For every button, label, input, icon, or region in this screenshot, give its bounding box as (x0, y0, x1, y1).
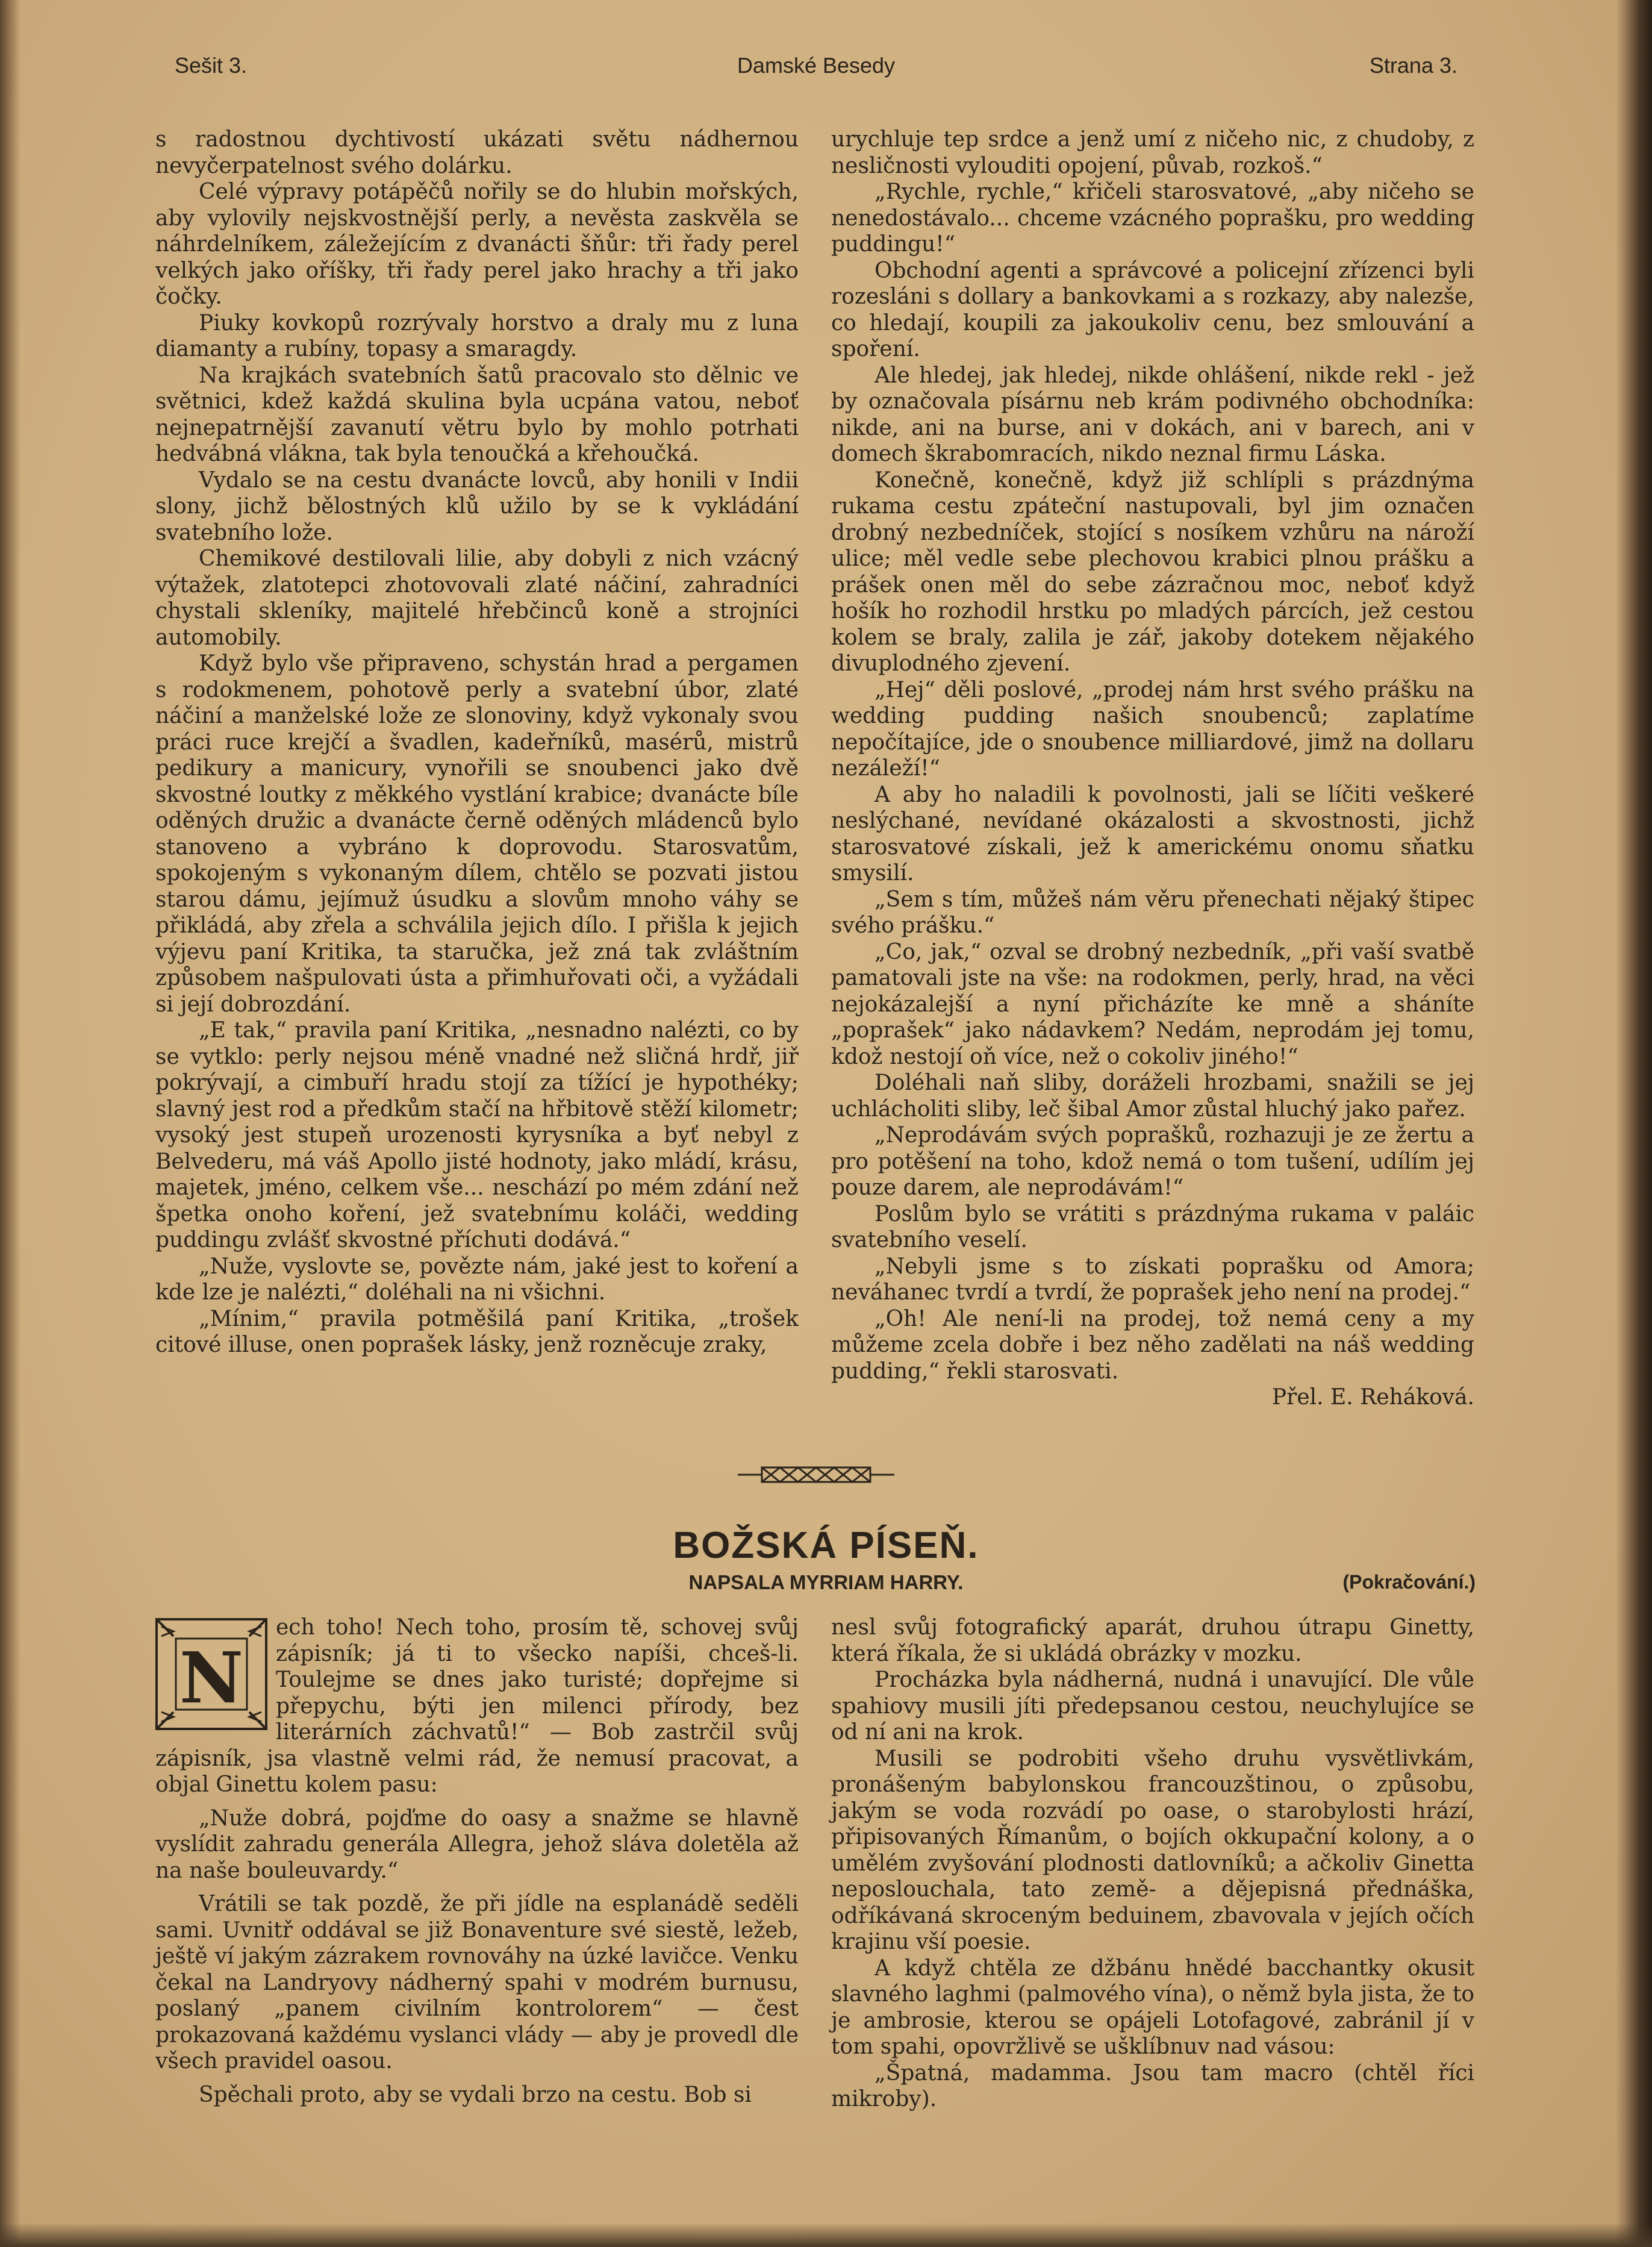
paragraph: Piuky kovkopů rozrývaly horstvo a draly mu z luna diamanty a rubíny, topasy a smaragdy. (155, 310, 799, 361)
paragraph: Chemikové destilovali lilie, aby dobyli z nich vzácný výtažek, zlatotepci zhotovovali zlaté náčiní, zahradníci chystali skleníky, majitelé hřebčinců koně a strojníci automobily. (155, 546, 799, 650)
paragraph: „Špatná, madamma. Jsou tam macro (chtěl říci mikroby). (831, 2060, 1474, 2111)
paragraph: „E tak,“ pravila paní Kritika, „nesnadno nalézti, co by se vytklo: perly nejsou méně vnadné než sličná hrdř, jiř pokrývají, a cimbuří hradu stojí za tížící je hypothéky; slavný jest rod a předkům stačí na hřbitově stěží kilometr; vysoký jest stupeň urozenosti kyrysníka a byť nebyl z Belvederu, má váš Apollo jisté hodnoty, jako mládí, krásu, majetek, jméno, celkem vše... neschází po mém zdání než špetka onoho koření, jež svatebnímu koláči, wedding puddingu zvlášť skvostné příchuti dodává.“ (155, 1018, 799, 1252)
paragraph: Vrátili se tak pozdě, že při jídle na esplanádě seděli sami. Uvnitř oddával se již Bonaventure své siestě, ležeb, ještě ví jakým zázrakem rovnováhy na úzké lavičce. Venku čekal na Landryovy nádherný spahi v modrém burnusu, poslaný „panem civilním kontrolorem“ — čest prokazovaná každému vyslanci vlády — aby je provedl dle všech pravidel oasou. (155, 1892, 799, 2074)
paragraph: „Co, jak,“ ozval se drobný nezbedník, „při vaší svatbě pamatovali jste na vše: na rodokmen, perly, hrad, na věci nejokázalejší a nyní přicházíte ke mně a sháníte „poprašek“ jako nádavkem? Nedám, neprodám jej tomu, kdož nestojí oň více, než o cokoliv jiného!“ (831, 939, 1474, 1069)
paragraph: urychluje tep srdce a jenž umí z ničeho nic, z chudoby, z nesličnosti vylouditi opojení, půvab, rozkoš.“ (831, 127, 1474, 178)
paragraph: A aby ho naladili k povolnosti, jali se líčiti veškeré neslýchané, nevídané okázalosti a skvostnosti, jichž starosvatové získali, jež k americkému onomu sňatku smysilí. (831, 782, 1474, 886)
paragraph: nesl svůj fotografický aparát, druhou útrapu Ginetty, která říkala, že si ukládá obrázky v mozku. (831, 1615, 1474, 1666)
paragraph: Ale hledej, jak hledej, nikde ohlášení, nikde rekl - jež by označovala písárnu neb krám podivného obchodníka: nikde, ani na burse, ani v dokách, ani v barech, ani v domech škrabomracích, nikdo neznal firmu Láska. (831, 363, 1474, 466)
article1-right-column (831, 127, 1474, 1411)
initial-letter: N (179, 1637, 244, 1719)
paragraph: s radostnou dychtivostí ukázati světu nádhernou nevyčerpatelnost svého dolárku. (155, 127, 799, 178)
paragraph: Když bylo vše připraveno, schystán hrad a pergamen s rodokmenem, pohotově perly a svatební úbor, zlaté náčiní a manželské lože ze slonoviny, když vykonaly svou práci ruce krejčí a švadlen, kadeřníků, masérů, mistrů pedikury a manicury, vynořili se snoubenci jako dvě skvostné loutky z měkkého vystlání krabice; dvanácte bíle oděných družic a dvanácte černě oděných mládenců bylo stanoveno a vybráno k doprovodu. Starosvatům, spokojeným s vykonaným dílem, chtělo se pozvati jistou starou dámu, jejímuž úsudku a slovům mnoho váhy se přikládá, aby zřela a schválila jejich dílo. I přišla k jejich výjevu paní Kritika, ta staručka, jež zná tak zvláštním způsobem našpulovati ústa a přimhuřovati oči, a vyžádali si její dobrozdání. (155, 651, 799, 1017)
ornament-divider (738, 1463, 894, 1487)
issue-number: Sešit 3. (175, 53, 248, 78)
page-edge-right (1616, 0, 1652, 2247)
paragraph: Poslům bylo se vrátiti s prázdnýma rukama v paláic svatebního veselí. (831, 1201, 1474, 1252)
paragraph: „Hej“ děli poslové, „prodej nám hrst svého prášku na wedding pudding našich snoubenců; zaplatíme nepočítajíce, jde o snoubence milliardové, jimž na dollaru nezáleží!“ (831, 677, 1474, 781)
paragraph: Konečně, konečně, když již schlípli s prázdnýma rukama cestu zpáteční nastupovali, byl jim označen drobný nezbedníček, stojící s nosíkem vzhůru na nároží ulice; měl vedle sebe plechovou krabici plnou prášku a prášek onen měl do sebe zázračnou moc, neboť když hošík ho rozhodil hrstku po mladých párcích, jež cestou kolem se braly, zalila je zář, jakoby dotekem nějakého divuplodného zjevení. (831, 467, 1474, 676)
paragraph: Procházka byla nádherná, nudná i unavující. Dle vůle spahiovy musili jíti předepsanou cestou, neuchylujíce se od ní ani na krok. (831, 1667, 1474, 1745)
paragraph: Vydalo se na cestu dvanácte lovců, aby honili v Indii slony, jichž bělostných klů užilo by se k vykládání svatebního lože. (155, 467, 799, 545)
paragraph: „Nuže dobrá, pojďme do oasy a snažme se hlavně vyslídit zahradu generála Allegra, jehož sláva doletěla až na naše bouleuvardy.“ (155, 1805, 799, 1883)
page-edge-left (0, 0, 20, 2247)
page-edge-bottom (0, 2223, 1652, 2247)
article2-left-column (155, 1614, 799, 2108)
paragraph: „Oh! Ale není-li na prodej, tož nemá ceny a my můžeme zcela dobře i bez něho zadělati na náš wedding pudding,“ řekli starosvati. (831, 1306, 1474, 1384)
magazine-title: Damské Besedy (737, 53, 896, 78)
article1-left-column (155, 127, 799, 1358)
paragraph: „Neprodávám svých poprašků, rozhazuji je ze žertu a pro potěšení na toho, kdož nemá o tom tušení, udílím jej pouze darem, ale neprodávám!“ (831, 1123, 1474, 1200)
paragraph: „Mínim,“ pravila potměšilá paní Kritika, „trošek citové illuse, onen poprašek lásky, jenž rozněcuje zraky, (155, 1306, 799, 1357)
article2-title: BOŽSKÁ PÍSEŇ. (673, 1525, 979, 1566)
paragraph: Musili se podrobiti všeho druhu vysvětlivkám, pronášeným babylonskou francouzštinou, o způsobu, jakým se voda rozvádí po oase, o starobylosti hrází, připisovaných Římanům, o bojích okkupační kolony, a o umělém zvyšování plodnosti datlovníků; a ačkoliv Ginetta neposlouchala, tato země- a dějepisná přednáška, odříkávaná skroceným beduinem, zbavovala v jejích očích krajinu vší poesie. (831, 1746, 1474, 1954)
page-number: Strana 3. (1369, 53, 1457, 78)
decorated-initial (155, 1618, 267, 1730)
paragraph: ech toho! Nech toho, prosím tě, schovej svůj zápisník; já ti to všecko napíši, chceš-li. Toulejme se dnes jako turisté; dopřejme si přepychu, býti jen milenci přírody, bez literárních záchvatů!“ — Bob zastrčil svůj zápisník, jsa vlastně velmi rád, že nemusí pracovat, a objal Ginettu kolem pasu: (155, 1615, 799, 1797)
paragraph: Doléhali naň sliby, doráželi hrozbami, snažili se jej uchlácholiti sliby, leč šibal Amor zůstal hluchý jako pařez. (831, 1070, 1474, 1122)
article2-right-column (831, 1614, 1474, 2113)
paragraph: A když chtěla ze džbánu hnědé bacchantky okusit slavného laghmi (palmového vína), o němž byla jista, že to je ambrosie, kterou se opájeli Lotofagové, zabránil jí v tom spahi, opovržlivě se ušklíbnuv nad vásou: (831, 1955, 1474, 2059)
running-header (175, 53, 1457, 89)
paragraph: Obchodní agenti a správcové a policejní zřízenci byli rozesláni s dollary a bankovkami a s rozkazy, aby nalezše, co hledají, koupili za jakoukoliv cenu, bez smlouvání a spoření. (831, 258, 1474, 361)
translator-signature: Přel. E. Reháková. (1271, 1385, 1474, 1410)
continuation-note: (Pokračování.) (1342, 1571, 1476, 1593)
paragraph: Na krajkách svatebních šatů pracovalo sto dělnic ve světnici, kdež každá skulina byla ucpána vatou, neboť nejnepatrnější zavanutí větru bylo by mohlo potrhati hedvábná vlákna, tak byla tenoučká a křehoučká. (155, 363, 799, 466)
paragraph: „Nebyli jsme s to získati poprašku od Amora; neváhanec tvrdí a tvrdí, že poprašek jeho není na prodej.“ (831, 1254, 1474, 1305)
paragraph: Celé výpravy potápěčů nořily se do hlubin mořských, aby vylovily nejskvostnější perly, a nevěsta zaskvěla se náhrdelníkem, záležejícím z dvanácti šňůr: tři řady perel velkých jako oříšky, tři řady perel jako hrachy a tři jako čočky. (155, 180, 799, 309)
paragraph: Spěchali proto, aby se vydali brzo na cestu. Bob si (199, 2082, 752, 2107)
paragraph: „Rychle, rychle,“ křičeli starosvatové, „aby ničeho se nenedostávalo... chceme vzácného poprašku, pro wedding puddingu!“ (831, 180, 1474, 257)
article2-byline: NAPSALA MYRRIAM HARRY. (688, 1571, 964, 1593)
paragraph: „Sem s tím, můžeš nám věru přenechati nějaký štipec svého prášku.“ (831, 887, 1474, 938)
paragraph: „Nuže, vyslovte se, povězte nám, jaké jest to koření a kde lze je nalézti,“ doléhali na ni všichni. (155, 1254, 799, 1305)
